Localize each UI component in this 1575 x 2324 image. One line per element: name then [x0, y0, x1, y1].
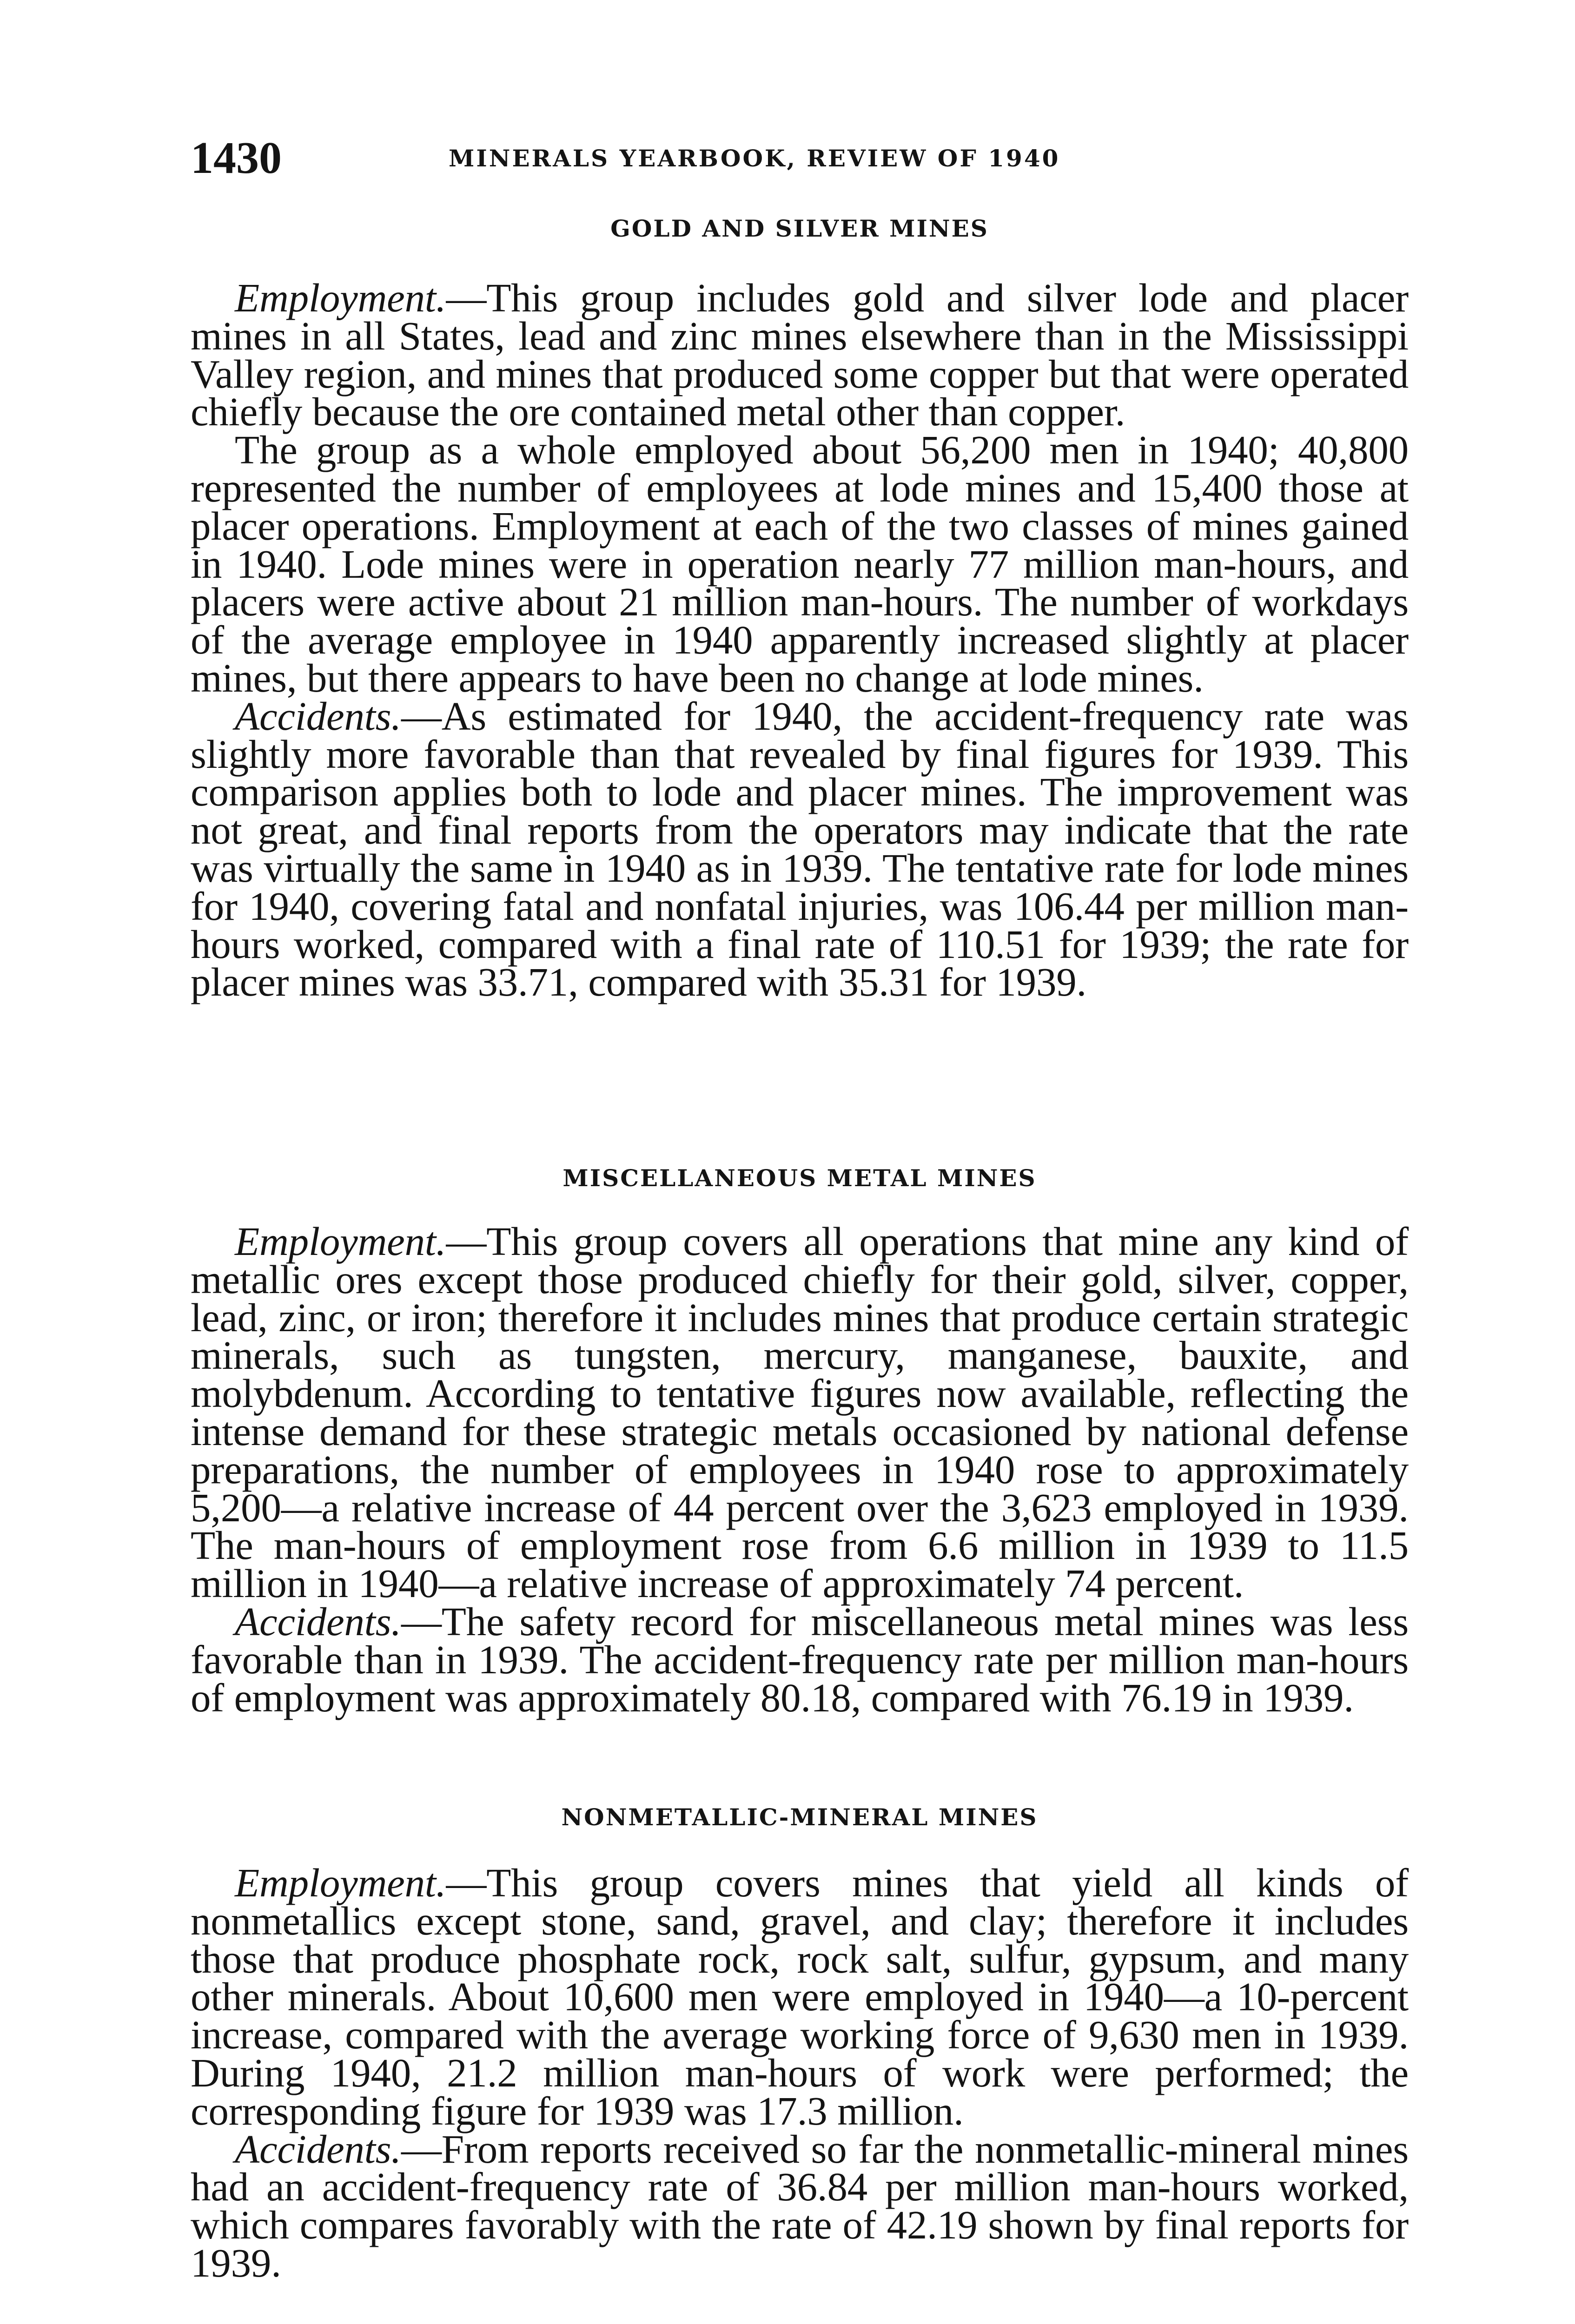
paragraph-lead: Employment. [235, 275, 446, 320]
paragraph-text: —From reports received so far the nonmetallic-mineral mines had an accident-frequency rate of 36.84 per million man-hours worked, which compares favorably with the rate of 42.19 shown by final reports for 1939. [191, 2126, 1409, 2285]
paragraph [191, 1598, 1409, 1720]
paragraph-lead: Accidents. [235, 693, 401, 739]
paragraph-lead: Accidents. [235, 2126, 401, 2172]
paragraph-text: —The safety record for miscellaneous metal mines was less favorable than in 1939. The accident-frequency rate per million man-hours of employment was approximately 80.18, compared with 76.19 in 1939. [191, 1598, 1409, 1720]
paragraph-text: —This group includes gold and silver lode and placer mines in all States, lead and zinc mines elsewhere than in the Mississippi Valley region, and mines that produced some copper but that were operated chiefly because the ore contained metal other than copper. [191, 275, 1409, 435]
paragraph [191, 275, 1409, 435]
page-number: 1430 [191, 133, 282, 183]
section-heading-gold-silver: GOLD AND SILVER MINES [610, 215, 989, 242]
page-header [191, 130, 1158, 186]
paragraph [191, 427, 1409, 700]
section-heading-misc-metal: MISCELLANEOUS METAL MINES [562, 1164, 1037, 1192]
paragraph [191, 1860, 1409, 2133]
paragraph-lead: Employment. [235, 1860, 446, 1905]
section-body-gold-silver [191, 275, 1409, 1005]
running-title: MINERALS YEARBOOK, REVIEW OF 1940 [449, 145, 1060, 172]
paragraph [191, 2126, 1409, 2285]
paragraph-text: The group as a whole employed about 56,200 men in 1940; 40,800 represented the number of employees at lode mines and 15,400 those at placer operations. Employment at each of the two classes of mines gained in 1940. Lode mines were in operation nearly 77 million man-hours, and placers were active about 21 million man-hours. The number of workdays of the average employee in 1940 apparently increased slightly at placer mines, but there appears to have been no change at lode mines. [191, 427, 1409, 700]
paragraph [191, 693, 1409, 1005]
paragraph-text: —As estimated for 1940, the accident-frequency rate was slightly more favorable than that revealed by final figures for 1939. This comparison applies both to lode and placer mines. The improvement was not great, and final reports from the operators may indicate that the rate was virtually the same in 1940 as in 1939. The tentative rate for lode mines for 1940, covering fatal and nonfatal injuries, was 106.44 per million man-hours worked, compared with a final rate of 110.51 for 1939; the rate for placer mines was 33.71, compared with 35.31 for 1939. [191, 693, 1409, 1005]
paragraph-lead: Employment. [235, 1219, 446, 1264]
section-body-misc-metal [191, 1219, 1409, 1720]
paragraph-text: —This group covers all operations that mine any kind of metallic ores except those produced chiefly for their gold, silver, copper, lead, zinc, or iron; therefore it includes mines that produce certain strategic minerals, such as tungsten, mercury, manganese, bauxite, and molybdenum. According to tentative figures now available, reflecting the intense demand for these strategic metals occasioned by national defense preparations, the number of employees in 1940 rose to approximately 5,200—a relative increase of 44 percent over the 3,623 employed in 1939. The man-hours of employment rose from 6.6 million in 1939 to 11.5 million in 1940—a relative increase of approximately 74 percent. [191, 1219, 1409, 1606]
paragraph-lead: Accidents. [235, 1598, 401, 1644]
paragraph-text: —This group covers mines that yield all kinds of nonmetallics except stone, sand, gravel, and clay; therefore it includes those that produce phosphate rock, rock salt, sulfur, gypsum, and many other minerals. About 10,600 men were employed in 1940—a 10-percent increase, compared with the average working force of 9,630 men in 1939. During 1940, 21.2 million man-hours of work were performed; the corresponding figure for 1939 was 17.3 million. [191, 1860, 1409, 2133]
paragraph [191, 1219, 1409, 1606]
section-body-nonmetallic [191, 1860, 1409, 2285]
section-heading-nonmetallic: NONMETALLIC-MINERAL MINES [561, 1803, 1038, 1831]
